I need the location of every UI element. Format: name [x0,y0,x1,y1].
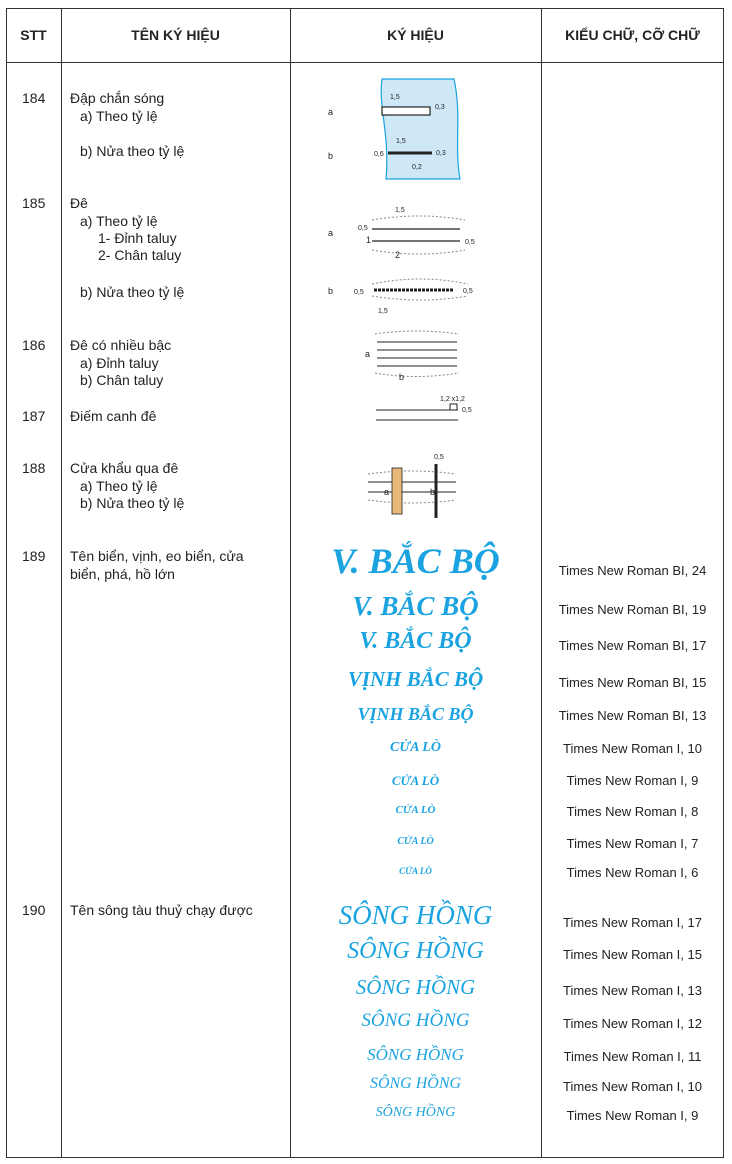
symbol-name: Điếm canh đê [70,408,157,424]
dim-label: 0,5 [465,239,475,246]
font-spec: Times New Roman I, 10 [563,1079,702,1094]
symbol-name: Tên biển, vịnh, eo biển, cửa [70,548,244,564]
label-1: 1 [366,235,372,245]
sample-text: V. BẮC BỘ [359,628,472,654]
dim-label: 0,3 [436,150,446,157]
dim-label: 0,5 [358,225,368,232]
symbol-subname: b) Nửa theo tỷ lệ [80,143,185,159]
font-spec: Times New Roman I, 13 [563,983,702,998]
label-a: a [328,228,334,238]
sample-text: CỬA LÒ [390,740,441,755]
dim-label: 1,5 [396,138,406,145]
sample-text: VỊNH BẮC BỘ [357,704,474,724]
header-kieu-chu: KIỂU CHỮ, CỠ CHỮ [565,27,700,43]
font-spec: Times New Roman I, 8 [566,804,699,819]
font-spec: Times New Roman BI, 15 [558,675,707,690]
row-number: 187 [22,408,46,424]
dim-label: 0,5 [462,407,472,414]
label-a: a [328,107,334,117]
font-spec: Times New Roman BI, 13 [558,708,707,723]
font-spec: Times New Roman BI, 17 [558,638,707,653]
sample-text: CỬA LÒ [391,773,440,788]
label-b: b [430,487,436,497]
header-ky-hieu: KÝ HIỆU [387,27,444,43]
label-a: a [365,349,371,359]
symbol-name: Đê [70,195,88,211]
dyke-guard-post-symbol [370,392,480,430]
font-spec: Times New Roman I, 9 [566,773,699,788]
symbol-subname: b) Chân taluy [80,372,164,388]
font-spec: Times New Roman I, 12 [563,1016,702,1031]
dim-label: 0,3 [435,104,445,111]
symbol-name: biển, phá, hồ lớn [70,566,175,582]
font-spec: Times New Roman I, 6 [566,865,699,880]
row-number: 188 [22,460,46,476]
guard-post-icon [450,404,457,410]
font-spec: Times New Roman I, 11 [563,1049,702,1064]
sample-text: SÔNG HỒNG [347,938,484,964]
sample-text: V. BẮC BỘ [331,541,500,581]
symbol-subname: a) Theo tỷ lệ [80,213,158,229]
symbol-name: Đập chắn sóng [70,90,165,106]
multi-tier-dyke-symbol [355,328,475,388]
breakwater-symbol [320,75,480,185]
symbol-name: Tên sông tàu thuỷ chạy được [70,902,253,918]
sample-text: V. BẮC BỘ [352,591,479,621]
sample-text: CỬA LÒ [397,836,434,847]
symbol-subname: a) Theo tỷ lệ [80,478,158,494]
row-number: 185 [22,195,46,211]
header-divider [6,62,724,63]
symbol-subname: a) Đỉnh taluy [80,355,159,371]
dyke-symbol [320,200,490,320]
header-ten-ky-hieu: TÊN KÝ HIỆU [131,27,220,43]
dim-label: 0,6 [374,151,384,158]
label-a: a [384,487,390,497]
dim-label: 1,5 [378,308,388,315]
row-number: 186 [22,337,46,353]
sample-text: SÔNG HỒNG [361,1010,470,1031]
font-spec: Times New Roman I, 15 [563,947,702,962]
font-spec: Times New Roman BI, 24 [558,563,707,578]
sample-text: VỊNH BẮC BỘ [347,667,484,691]
symbol-name: Đê có nhiều bậc [70,337,172,353]
column-divider [61,8,62,1158]
font-spec: Times New Roman I, 9 [566,1108,699,1123]
sample-text: CỬA LÒ [395,804,436,816]
row-number: 189 [22,548,46,564]
symbol-subname: 2- Chân taluy [98,247,182,263]
symbol-subname: 1- Đỉnh taluy [98,230,177,246]
dim-label: 0,5 [434,454,444,461]
symbol-name: Cửa khẩu qua đê [70,460,179,476]
dyke-gate-symbol [360,448,470,520]
dim-label: 0,2 [412,164,422,171]
symbol-subname: b) Nửa theo tỷ lệ [80,495,185,511]
label-2: 2 [395,250,401,260]
label-b: b [328,151,334,161]
dim-label: 0,5 [463,288,473,295]
symbol-subname: b) Nửa theo tỷ lệ [80,284,185,300]
breakwater-scaled [382,107,430,115]
row-number: 184 [22,90,46,106]
sample-text: SÔNG HỒNG [375,1105,456,1120]
dim-label: 0,5 [354,289,364,296]
sample-text: SÔNG HỒNG [355,975,476,999]
symbol-subname: a) Theo tỷ lệ [80,108,158,124]
sample-text: CỬA LÒ [399,866,432,876]
header-stt: STT [20,27,47,43]
sample-text: SÔNG HỒNG [367,1045,464,1064]
label-b: b [399,372,405,382]
dim-label: 1,5 [390,94,400,101]
font-spec: Times New Roman I, 17 [563,915,702,930]
row-number: 190 [22,902,46,918]
font-spec: Times New Roman BI, 19 [558,602,707,617]
font-spec: Times New Roman I, 7 [566,836,699,851]
sample-text: SÔNG HỒNG [338,900,493,930]
sample-text: SÔNG HỒNG [369,1075,462,1092]
dim-label: 1,5 [395,207,405,214]
dim-label: 1,2 x1,2 [440,396,465,403]
gate-scaled [392,468,402,514]
label-b: b [328,286,334,296]
font-spec: Times New Roman I, 10 [563,741,702,756]
